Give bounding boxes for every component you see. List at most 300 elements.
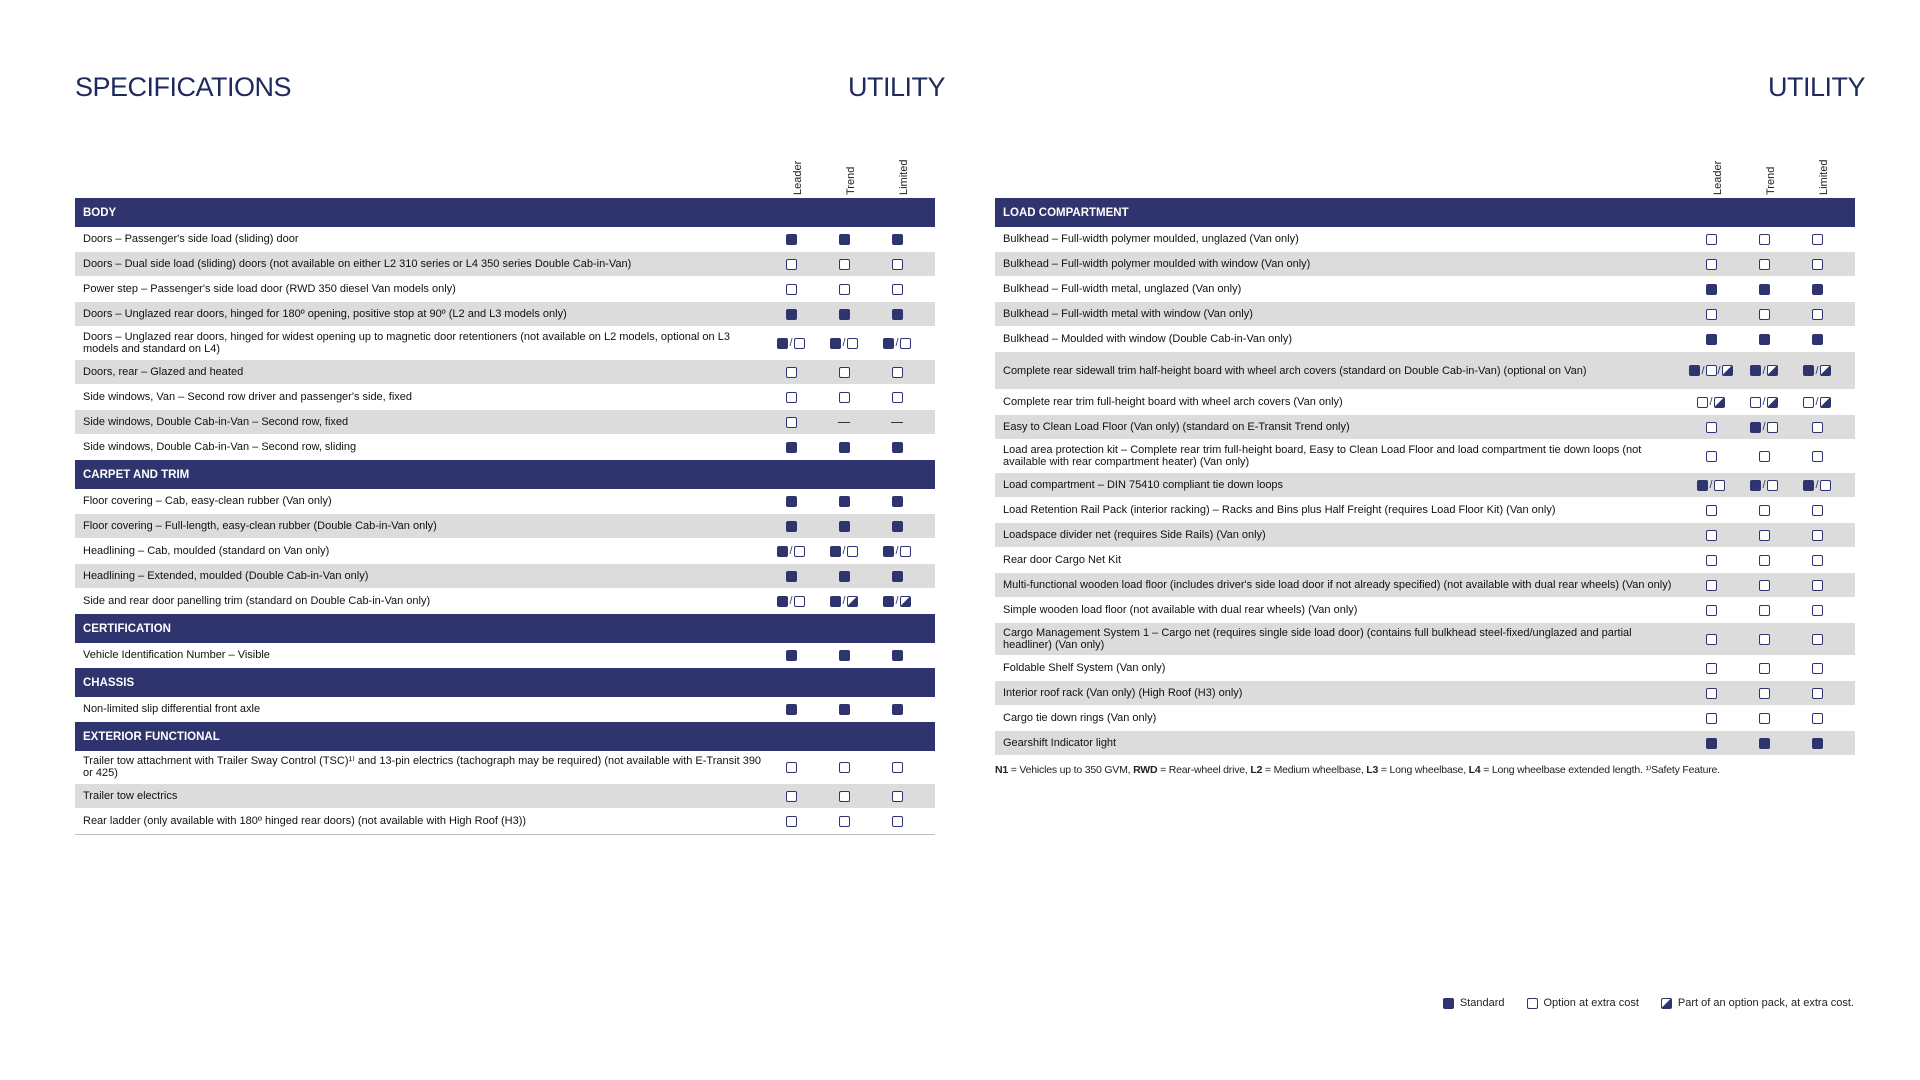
availability-cell <box>1685 731 1737 755</box>
availability-cell <box>765 302 817 326</box>
option-icon <box>839 367 850 378</box>
separator: / <box>895 337 899 349</box>
option-icon <box>1759 505 1770 516</box>
availability-mark <box>777 545 804 557</box>
availability-mark <box>892 496 903 507</box>
option-pack-icon <box>1661 998 1672 1009</box>
option-icon <box>1812 555 1823 566</box>
availability-mark <box>786 259 797 270</box>
standard-icon <box>839 442 850 453</box>
standard-icon <box>892 234 903 245</box>
standard-icon <box>1706 284 1717 295</box>
availability-mark <box>1812 555 1823 566</box>
option-icon <box>892 816 903 827</box>
option-icon <box>1759 309 1770 320</box>
availability-cell <box>1685 548 1737 572</box>
availability-mark <box>892 816 903 827</box>
availability-mark <box>839 259 850 270</box>
legend-option <box>1527 997 1639 1009</box>
availability-cell <box>1738 656 1790 680</box>
footnote-rwd-key: RWD <box>1133 764 1158 776</box>
option-pack-icon <box>1714 397 1725 408</box>
footnote-n1-key: N1 <box>995 764 1009 776</box>
availability-cell <box>818 643 870 667</box>
availability-cell <box>1738 623 1790 655</box>
row-label: Bulkhead – Moulded with window (Double Cab-in-Van only) <box>1003 333 1293 345</box>
standard-icon <box>892 571 903 582</box>
availability-cell <box>765 360 817 384</box>
table-row <box>75 539 935 564</box>
right-spec-table <box>995 150 1855 776</box>
table-row <box>995 598 1855 623</box>
availability-mark <box>1706 284 1717 295</box>
availability-cell <box>765 643 817 667</box>
availability-mark <box>892 259 903 270</box>
availability-cell <box>1685 390 1737 414</box>
availability-cell <box>1685 523 1737 547</box>
row-label: Doors – Unglazed rear doors, hinged for widest opening up to magnetic door retentioners (not available on L2 models, optional on L3 models and standard on L4) <box>83 331 730 355</box>
row-label: Cargo Management System 1 – Cargo net (requires single side load door) (contains full bulkhead steel-fixed/unglazed and partial headliner) (Van only) <box>1003 627 1632 651</box>
availability-cell <box>765 410 817 434</box>
table-row <box>995 252 1855 277</box>
table-row <box>995 227 1855 252</box>
table-row <box>75 410 935 435</box>
table-row <box>995 390 1855 415</box>
availability-mark <box>892 234 903 245</box>
row-label: Trailer tow attachment with Trailer Sway Control (TSC)¹⁾ and 13-pin electrics (tachograph may be required) (not available with E-Transit 390 or 425) <box>83 755 762 779</box>
option-icon <box>786 367 797 378</box>
option-icon <box>1759 530 1770 541</box>
availability-mark <box>1759 334 1770 345</box>
standard-icon <box>1803 480 1814 491</box>
availability-cell <box>1685 415 1737 439</box>
footnote-l2-key: L2 <box>1250 764 1263 776</box>
availability-mark <box>892 309 903 320</box>
availability-cell <box>818 489 870 513</box>
row-label: Complete rear trim full-height board with wheel arch covers (Van only) <box>1003 396 1343 408</box>
row-label: Headlining – Extended, moulded (Double Cab-in-Van only) <box>83 570 369 582</box>
availability-cell <box>818 277 870 301</box>
row-label: Simple wooden load floor (not available with dual rear wheels) (Van only) <box>1003 604 1358 616</box>
availability-mark <box>830 595 857 607</box>
option-icon <box>1812 605 1823 616</box>
availability-cell <box>818 302 870 326</box>
row-label: Doors – Passenger's side load (sliding) door <box>83 233 299 245</box>
table-row <box>75 697 935 722</box>
option-icon <box>839 791 850 802</box>
availability-mark <box>838 422 850 423</box>
availability-cell <box>765 751 817 783</box>
separator: / <box>1762 421 1766 433</box>
availability-mark <box>1759 259 1770 270</box>
standard-icon <box>1750 365 1761 376</box>
availability-mark <box>1706 259 1717 270</box>
table-row <box>995 327 1855 352</box>
availability-cell <box>818 385 870 409</box>
availability-cell <box>818 410 870 434</box>
availability-mark <box>1812 713 1823 724</box>
table-row <box>75 385 935 410</box>
row-label: Bulkhead – Full-width polymer moulded, unglazed (Van only) <box>1003 233 1299 245</box>
table-row <box>995 656 1855 681</box>
option-icon <box>1759 451 1770 462</box>
option-icon <box>892 259 903 270</box>
availability-mark <box>1812 688 1823 699</box>
availability-mark <box>1759 580 1770 591</box>
availability-mark <box>1706 663 1717 674</box>
availability-cell <box>1685 656 1737 680</box>
separator: / <box>789 595 793 607</box>
availability-mark <box>839 816 850 827</box>
availability-mark <box>1812 451 1823 462</box>
availability-mark <box>1759 505 1770 516</box>
utility-heading-right: UTILITY <box>1768 72 1866 102</box>
availability-mark <box>892 571 903 582</box>
option-icon <box>1767 422 1778 433</box>
availability-cell <box>1685 302 1737 326</box>
standard-icon <box>1689 365 1700 376</box>
availability-cell <box>1738 277 1790 301</box>
availability-cell <box>1685 252 1737 276</box>
availability-mark <box>1803 479 1830 491</box>
availability-mark <box>883 545 910 557</box>
standard-icon <box>892 309 903 320</box>
availability-mark <box>786 650 797 661</box>
option-icon <box>1812 688 1823 699</box>
row-label: Interior roof rack (Van only) (High Roof (H3) only) <box>1003 687 1243 699</box>
availability-mark <box>1812 234 1823 245</box>
availability-mark <box>1812 580 1823 591</box>
availability-cell <box>1738 352 1790 389</box>
footnote-n1-text: = Vehicles up to 350 GVM, <box>1008 764 1134 776</box>
availability-cell <box>818 564 870 588</box>
availability-cell <box>818 360 870 384</box>
column-leader: Leader <box>792 160 804 195</box>
option-icon <box>786 417 797 428</box>
availability-cell <box>818 589 870 613</box>
table-row <box>995 415 1855 440</box>
footnote-safety: ¹⁾Safety Feature. <box>1645 764 1720 776</box>
availability-mark <box>777 595 804 607</box>
row-label: Bulkhead – Full-width metal, unglazed (Van only) <box>1003 283 1242 295</box>
availability-mark <box>839 704 850 715</box>
option-icon <box>900 546 911 557</box>
standard-icon <box>883 546 894 557</box>
column-headers <box>995 150 1855 198</box>
availability-mark <box>839 309 850 320</box>
utility-heading-left: UTILITY <box>848 72 946 102</box>
separator: / <box>842 545 846 557</box>
row-label: Load Retention Rail Pack (interior racking) – Racks and Bins plus Half Freight (requires Load Floor Kit) (Van only) <box>1003 504 1556 516</box>
availability-cell <box>1791 415 1843 439</box>
option-icon <box>1812 634 1823 645</box>
column-limited: Limited <box>898 159 910 195</box>
option-pack-icon <box>1767 397 1778 408</box>
separator: / <box>1815 396 1819 408</box>
separator: / <box>1717 364 1721 377</box>
legend-standard <box>1443 997 1505 1009</box>
availability-mark <box>1759 605 1770 616</box>
standard-icon <box>786 571 797 582</box>
availability-mark <box>892 704 903 715</box>
option-icon <box>786 762 797 773</box>
availability-cell <box>818 751 870 783</box>
option-icon <box>1812 422 1823 433</box>
availability-cell <box>1791 523 1843 547</box>
row-label: Side windows, Double Cab-in-Van – Second row, sliding <box>83 441 357 453</box>
option-icon <box>1759 663 1770 674</box>
option-pack-icon <box>847 596 858 607</box>
availability-mark <box>839 650 850 661</box>
availability-cell <box>1738 598 1790 622</box>
option-icon <box>1714 480 1725 491</box>
row-label: Vehicle Identification Number – Visible <box>83 649 270 661</box>
availability-mark <box>1706 688 1717 699</box>
availability-cell <box>1791 573 1843 597</box>
availability-cell <box>765 564 817 588</box>
standard-icon <box>777 596 788 607</box>
availability-mark <box>786 704 797 715</box>
availability-mark <box>1706 451 1717 462</box>
standard-icon <box>830 596 841 607</box>
separator: / <box>1709 479 1713 491</box>
availability-mark <box>1812 663 1823 674</box>
separator: / <box>1815 479 1819 491</box>
availability-mark <box>892 392 903 403</box>
availability-cell <box>871 227 923 251</box>
availability-cell <box>871 751 923 783</box>
option-icon <box>1812 663 1823 674</box>
option-icon <box>1759 713 1770 724</box>
availability-cell <box>1791 473 1843 497</box>
availability-mark <box>786 442 797 453</box>
availability-cell <box>1791 252 1843 276</box>
availability-cell <box>871 514 923 538</box>
availability-mark <box>839 496 850 507</box>
option-icon <box>839 816 850 827</box>
row-label: Loadspace divider net (requires Side Rails) (Van only) <box>1003 529 1266 541</box>
table-row <box>75 302 935 327</box>
availability-mark <box>786 496 797 507</box>
section-header: CARPET AND TRIM <box>75 460 935 489</box>
option-icon <box>1706 365 1717 376</box>
availability-cell <box>765 589 817 613</box>
standard-icon <box>892 650 903 661</box>
availability-mark <box>892 650 903 661</box>
table-row <box>995 573 1855 598</box>
availability-cell <box>765 435 817 459</box>
footnote-l2-text: = Medium wheelbase, <box>1262 764 1367 776</box>
option-pack-icon <box>1820 365 1831 376</box>
availability-mark <box>786 571 797 582</box>
availability-mark <box>1750 396 1777 408</box>
availability-mark <box>786 392 797 403</box>
option-icon <box>1759 234 1770 245</box>
row-label: Foldable Shelf System (Van only) <box>1003 662 1166 674</box>
column-leader: Leader <box>1712 160 1724 195</box>
availability-cell <box>765 514 817 538</box>
availability-cell <box>1791 352 1843 389</box>
availability-cell <box>871 539 923 563</box>
standard-icon <box>786 309 797 320</box>
availability-mark <box>1706 605 1717 616</box>
table-row <box>75 809 935 834</box>
standard-icon <box>786 521 797 532</box>
availability-cell <box>1685 352 1737 389</box>
standard-icon <box>1443 998 1454 1009</box>
availability-cell <box>1685 498 1737 522</box>
option-icon <box>1706 259 1717 270</box>
row-label: Doors – Unglazed rear doors, hinged for 180º opening, positive stop at 90º (L2 and L3 models only) <box>83 308 567 320</box>
row-label: Side windows, Van – Second row driver and passenger's side, fixed <box>83 391 413 403</box>
availability-cell <box>1738 706 1790 730</box>
separator: / <box>789 545 793 557</box>
availability-cell <box>1738 523 1790 547</box>
availability-cell <box>1685 706 1737 730</box>
row-label: Headlining – Cab, moulded (standard on Van only) <box>83 545 330 557</box>
availability-cell <box>1685 227 1737 251</box>
availability-mark <box>1812 334 1823 345</box>
availability-mark <box>839 791 850 802</box>
availability-mark <box>839 571 850 582</box>
availability-cell <box>871 302 923 326</box>
availability-mark <box>1803 365 1830 377</box>
standard-icon <box>786 650 797 661</box>
separator: / <box>1762 396 1766 408</box>
availability-cell <box>765 697 817 721</box>
availability-mark <box>830 545 857 557</box>
availability-cell <box>1738 731 1790 755</box>
table-row <box>995 548 1855 573</box>
option-icon <box>1750 397 1761 408</box>
option-icon <box>1527 998 1538 1009</box>
row-label: Bulkhead – Full-width metal with window (Van only) <box>1003 308 1253 320</box>
standard-icon <box>892 521 903 532</box>
availability-cell <box>1685 623 1737 655</box>
availability-cell <box>1791 440 1843 472</box>
availability-cell <box>818 809 870 833</box>
availability-mark <box>883 595 910 607</box>
standard-icon <box>786 234 797 245</box>
standard-icon <box>883 338 894 349</box>
option-icon <box>1812 530 1823 541</box>
availability-cell <box>1791 656 1843 680</box>
table-row <box>75 564 935 589</box>
footnote <box>995 764 1855 776</box>
legend-standard-label: Standard <box>1459 997 1505 1009</box>
right-table-body <box>995 198 1855 756</box>
availability-cell <box>871 410 923 434</box>
standard-icon <box>839 704 850 715</box>
availability-mark <box>1812 422 1823 433</box>
option-icon <box>847 546 858 557</box>
footnote-l4-text: = Long wheelbase extended length. <box>1480 764 1646 776</box>
option-icon <box>1812 309 1823 320</box>
option-icon <box>1706 663 1717 674</box>
row-label: Side and rear door panelling trim (standard on Double Cab-in-Van only) <box>83 595 431 607</box>
option-icon <box>1706 580 1717 591</box>
standard-icon <box>1812 738 1823 749</box>
availability-mark <box>1750 479 1777 491</box>
option-icon <box>900 338 911 349</box>
option-icon <box>794 596 805 607</box>
availability-mark <box>1697 479 1724 491</box>
availability-cell <box>1685 473 1737 497</box>
option-icon <box>1812 505 1823 516</box>
table-row <box>995 277 1855 302</box>
separator: / <box>842 337 846 349</box>
section-header: LOAD COMPARTMENT <box>995 198 1855 227</box>
availability-cell <box>871 589 923 613</box>
option-icon <box>1759 259 1770 270</box>
availability-mark <box>1750 365 1777 377</box>
availability-cell <box>871 277 923 301</box>
availability-mark <box>1706 634 1717 645</box>
section-header: BODY <box>75 198 935 227</box>
availability-mark <box>786 816 797 827</box>
standard-icon <box>1750 480 1761 491</box>
separator: / <box>895 545 899 557</box>
availability-cell <box>871 809 923 833</box>
availability-mark <box>839 234 850 245</box>
standard-icon <box>830 338 841 349</box>
option-icon <box>1759 555 1770 566</box>
table-row <box>995 681 1855 706</box>
availability-mark <box>1706 505 1717 516</box>
availability-mark <box>1706 334 1717 345</box>
row-label: Non-limited slip differential front axle <box>83 703 261 715</box>
availability-cell <box>1791 706 1843 730</box>
row-label: Rear ladder (only available with 180º hinged rear doors) (not available with High Roof (H3)) <box>83 815 527 827</box>
table-row <box>995 523 1855 548</box>
availability-mark <box>839 762 850 773</box>
row-label: Power step – Passenger's side load door (RWD 350 diesel Van models only) <box>83 283 456 295</box>
row-label: Rear door Cargo Net Kit <box>1003 554 1121 566</box>
availability-cell <box>765 385 817 409</box>
row-label: Floor covering – Full-length, easy-clean rubber (Double Cab-in-Van only) <box>83 520 437 532</box>
option-icon <box>839 762 850 773</box>
option-icon <box>1803 397 1814 408</box>
column-headers <box>75 150 935 198</box>
availability-mark <box>1759 451 1770 462</box>
option-icon <box>1706 422 1717 433</box>
separator: / <box>789 337 793 349</box>
option-icon <box>786 392 797 403</box>
availability-cell <box>1738 252 1790 276</box>
availability-cell <box>1738 498 1790 522</box>
option-pack-icon <box>1767 365 1778 376</box>
table-row <box>995 498 1855 523</box>
availability-mark <box>1812 284 1823 295</box>
option-icon <box>786 284 797 295</box>
standard-icon <box>892 496 903 507</box>
availability-cell <box>1791 390 1843 414</box>
availability-cell <box>871 252 923 276</box>
availability-mark <box>1812 738 1823 749</box>
row-label: Load area protection kit – Complete rear trim full-height board, Easy to Clean Load Floor and load compartment tie down loops (not available with rear compartment heater) (Van only) <box>1003 444 1642 468</box>
availability-mark <box>1706 530 1717 541</box>
page-title: SPECIFICATIONS <box>75 72 292 102</box>
availability-cell <box>1738 227 1790 251</box>
row-label: Complete rear sidewall trim half-height board with wheel arch covers (standard on Double Cab-in-Van) (optional on Van) <box>1003 364 1587 377</box>
option-icon <box>1697 397 1708 408</box>
left-spec-table <box>75 150 935 835</box>
standard-icon <box>1759 738 1770 749</box>
availability-mark <box>883 337 910 349</box>
option-icon <box>892 367 903 378</box>
option-icon <box>892 762 903 773</box>
footnote-rwd-text: = Rear-wheel drive, <box>1157 764 1251 776</box>
